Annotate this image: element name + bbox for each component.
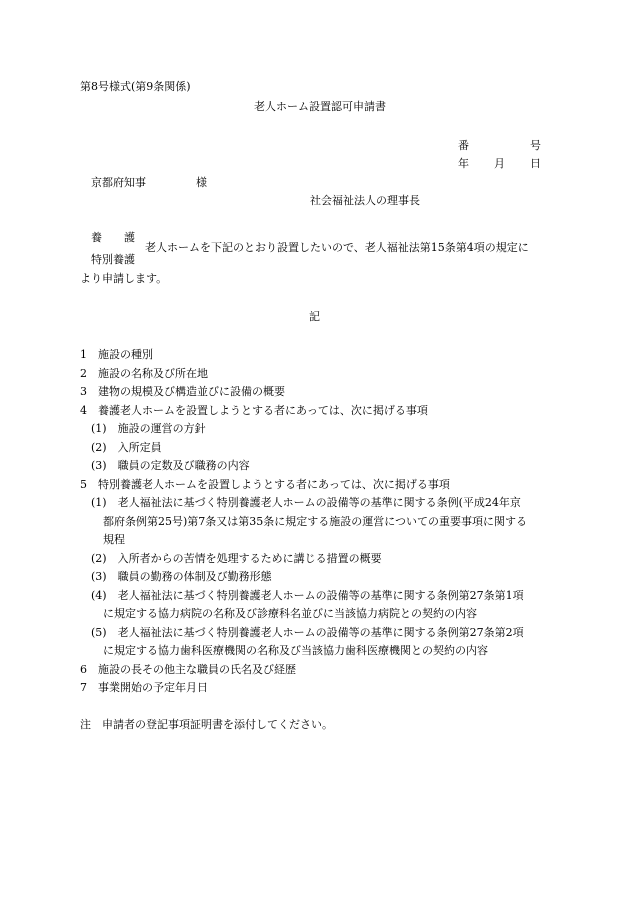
form-title: 老人ホーム設置認可申請書 — [254, 100, 386, 113]
number-suffix: 号 — [530, 139, 541, 152]
type-option-tokubetsu-yogo: 特別養護 — [91, 253, 135, 266]
ki-heading: 記 — [309, 310, 320, 323]
list-item-continuation: 都府条例第25号)第7条又は第35条に規定する施設の運営についての重要事項に関する — [103, 515, 528, 528]
list-item: 5 特別養護老人ホームを設置しようとする者にあっては、次に掲げる事項 — [80, 478, 450, 491]
number-label: 番 — [458, 139, 469, 152]
list-item-continuation: に規定する協力病院の名称及び診療科名並びに当該協力病院との契約の内容 — [103, 607, 477, 620]
list-item: 2 施設の名称及び所在地 — [80, 367, 208, 380]
applicant: 社会福祉法人の理事長 — [310, 194, 420, 207]
date-year: 年 — [458, 157, 469, 170]
addressee: 京都府知事 — [91, 176, 146, 189]
date-month: 月 — [494, 157, 505, 170]
list-item: (2) 入所定員 — [91, 441, 162, 454]
type-option-yogo: 養 護 — [91, 231, 135, 244]
list-item: (3) 職員の定数及び職務の内容 — [91, 459, 250, 472]
list-item: 6 施設の長その他主な職員の氏名及び経歴 — [80, 663, 296, 676]
list-item: (5) 老人福祉法に基づく特別養護老人ホームの設備等の基準に関する条例第27条第2項 — [91, 626, 524, 639]
list-item: 1 施設の種別 — [80, 348, 153, 361]
list-item-continuation: 規程 — [103, 533, 125, 546]
list-item: 4 養護老人ホームを設置しようとする者にあっては、次に掲げる事項 — [80, 404, 428, 417]
list-item: (3) 職員の勤務の体制及び勤務形態 — [91, 570, 272, 583]
list-item-continuation: に規定する協力歯科医療機関の名称及び当該協力歯科医療機関との契約の内容 — [103, 644, 488, 657]
list-item: 3 建物の規模及び構造並びに設備の概要 — [80, 385, 285, 398]
list-item: (4) 老人福祉法に基づく特別養護老人ホームの設備等の基準に関する条例第27条第1項 — [91, 589, 524, 602]
list-item: (1) 施設の運営の方針 — [91, 422, 206, 435]
list-item: (2) 入所者からの苦情を処理するために講じる措置の概要 — [91, 552, 382, 565]
date-day: 日 — [530, 157, 541, 170]
body-line-2: より申請します。 — [80, 272, 168, 285]
body-line-1: 老人ホームを下記のとおり設置したいので、老人福祉法第15条第4項の規定に — [145, 241, 529, 254]
list-item: (1) 老人福祉法に基づく特別養護老人ホームの設備等の基準に関する条例(平成24年京 — [91, 496, 521, 509]
form-number: 第8号様式(第9条関係) — [80, 80, 191, 93]
addressee-suffix: 様 — [196, 176, 207, 189]
list-item: 7 事業開始の予定年月日 — [80, 681, 208, 694]
attachment-note: 注 申請者の登記事項証明書を添付してください。 — [80, 718, 333, 731]
